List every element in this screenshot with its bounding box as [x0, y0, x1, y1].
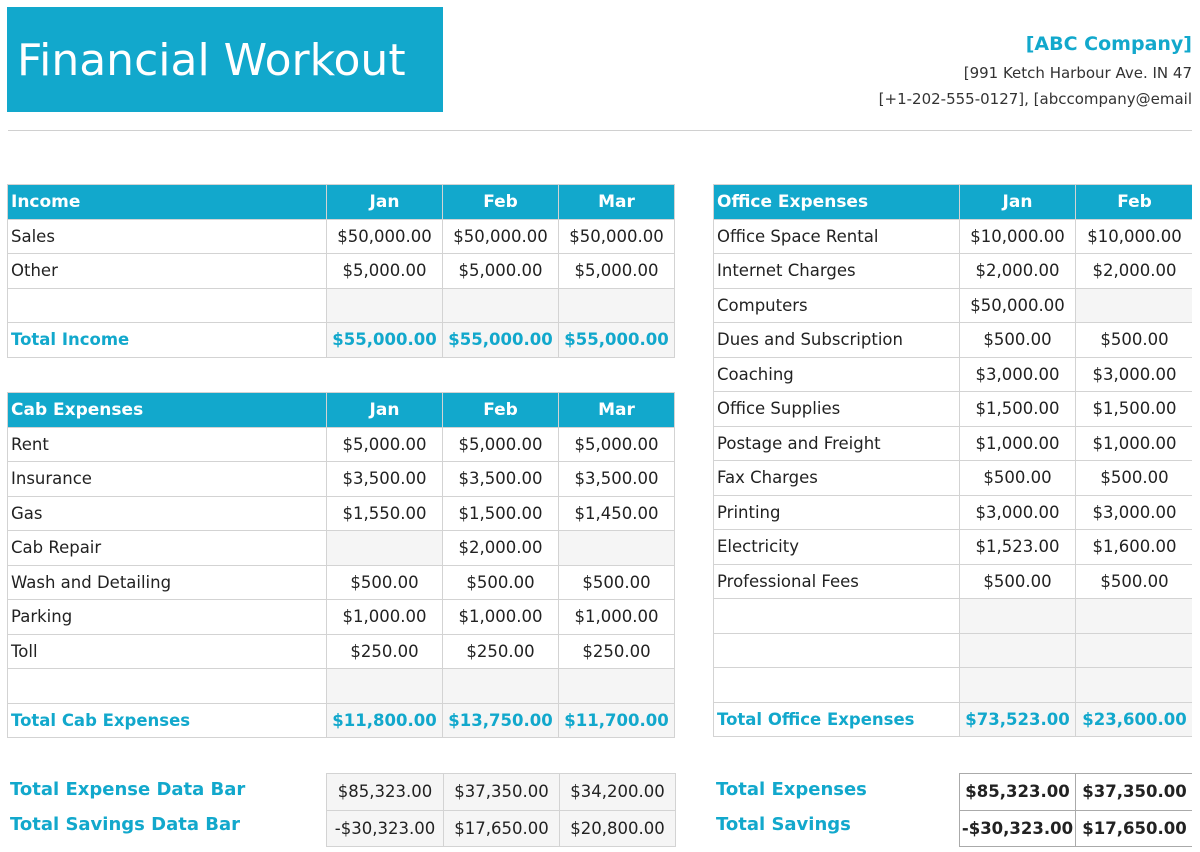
- table-row: [960, 810, 1194, 847]
- row-label[interactable]: Fax Charges: [714, 461, 960, 496]
- total-jan[interactable]: $11,800.00: [327, 703, 443, 738]
- total-label[interactable]: Total Cab Expenses: [8, 703, 327, 738]
- cell-jan[interactable]: $1,550.00: [327, 496, 443, 531]
- cell-feb[interactable]: [1076, 668, 1194, 703]
- total-savings-feb[interactable]: $17,650.00: [1076, 810, 1194, 847]
- company-contact[interactable]: [+1-202-555-0127], [abccompany@email: [878, 90, 1192, 108]
- total-expense-data-bar-label[interactable]: Total Expense Data Bar: [10, 779, 246, 800]
- cell-jan[interactable]: $500.00: [327, 565, 443, 600]
- table-row: [8, 496, 675, 531]
- table-row: [714, 633, 1194, 668]
- row-label[interactable]: [714, 668, 960, 703]
- table-row: [8, 427, 675, 462]
- cell-feb[interactable]: $3,000.00: [1076, 357, 1194, 392]
- summary-totals-table: [959, 773, 1194, 847]
- row-label[interactable]: Postage and Freight: [714, 426, 960, 461]
- cell-jan[interactable]: [327, 531, 443, 566]
- row-label[interactable]: Rent: [8, 427, 327, 462]
- cell-mar[interactable]: $250.00: [559, 634, 675, 669]
- office-total-row: [714, 702, 1194, 737]
- cell-mar[interactable]: $5,000.00: [559, 427, 675, 462]
- cell-feb[interactable]: $1,600.00: [1076, 530, 1194, 565]
- cell-jan[interactable]: $500.00: [960, 323, 1076, 358]
- cell-jan[interactable]: $3,000.00: [960, 495, 1076, 530]
- row-label[interactable]: Dues and Subscription: [714, 323, 960, 358]
- expense-feb[interactable]: $37,350.00: [444, 774, 560, 811]
- office-expenses-table: [713, 184, 1194, 737]
- row-label[interactable]: Toll: [8, 634, 327, 669]
- table-row: [714, 495, 1194, 530]
- cell-feb[interactable]: $5,000.00: [443, 254, 559, 289]
- row-label[interactable]: [714, 599, 960, 634]
- total-savings-data-bar-label[interactable]: Total Savings Data Bar: [10, 814, 240, 835]
- table-row: [714, 323, 1194, 358]
- table-row: [714, 392, 1194, 427]
- income-header-row: [8, 185, 675, 220]
- cell-jan[interactable]: [960, 599, 1076, 634]
- cell-mar[interactable]: $3,500.00: [559, 462, 675, 497]
- table-row: [8, 565, 675, 600]
- cab-expenses-table: [7, 392, 675, 738]
- table-row: [714, 254, 1194, 289]
- row-label[interactable]: Wash and Detailing: [8, 565, 327, 600]
- cell-mar[interactable]: [559, 288, 675, 323]
- summary-data-bar-table: [326, 773, 676, 847]
- savings-jan[interactable]: -$30,323.00: [327, 810, 444, 847]
- total-expenses-label[interactable]: Total Expenses: [716, 779, 867, 800]
- cell-feb[interactable]: $2,000.00: [443, 531, 559, 566]
- row-label[interactable]: Computers: [714, 288, 960, 323]
- cell-mar[interactable]: $1,000.00: [559, 600, 675, 635]
- cell-feb[interactable]: $500.00: [443, 565, 559, 600]
- cell-jan[interactable]: [327, 288, 443, 323]
- cell-jan[interactable]: $500.00: [960, 564, 1076, 599]
- cell-feb[interactable]: $500.00: [1076, 323, 1194, 358]
- total-expenses-jan[interactable]: $85,323.00: [960, 774, 1076, 811]
- cell-mar[interactable]: $1,450.00: [559, 496, 675, 531]
- office-header-feb: Feb: [1076, 185, 1194, 220]
- cell-feb[interactable]: $10,000.00: [1076, 219, 1194, 254]
- row-label[interactable]: Sales: [8, 219, 327, 254]
- savings-feb[interactable]: $17,650.00: [444, 810, 560, 847]
- cell-feb[interactable]: $50,000.00: [443, 219, 559, 254]
- office-header-jan: Jan: [960, 185, 1076, 220]
- cell-feb[interactable]: $5,000.00: [443, 427, 559, 462]
- income-header-mar: Mar: [559, 185, 675, 220]
- income-header-feb: Feb: [443, 185, 559, 220]
- office-header-label: Office Expenses: [714, 185, 960, 220]
- table-row: [714, 599, 1194, 634]
- table-row: [8, 531, 675, 566]
- company-name[interactable]: [ABC Company]: [1025, 33, 1192, 55]
- row-label[interactable]: Internet Charges: [714, 254, 960, 289]
- cell-feb[interactable]: $3,500.00: [443, 462, 559, 497]
- total-savings-jan[interactable]: -$30,323.00: [960, 810, 1076, 847]
- total-jan[interactable]: $55,000.00: [327, 323, 443, 358]
- table-row: [8, 634, 675, 669]
- cell-jan[interactable]: $1,500.00: [960, 392, 1076, 427]
- row-label[interactable]: Cab Repair: [8, 531, 327, 566]
- row-label[interactable]: [8, 669, 327, 704]
- cell-jan[interactable]: $500.00: [960, 461, 1076, 496]
- cell-feb[interactable]: [443, 669, 559, 704]
- total-label[interactable]: Total Office Expenses: [714, 702, 960, 737]
- cell-jan[interactable]: $250.00: [327, 634, 443, 669]
- cell-feb[interactable]: $500.00: [1076, 564, 1194, 599]
- cell-jan[interactable]: $1,000.00: [327, 600, 443, 635]
- table-row: [8, 288, 675, 323]
- cab-header-label: Cab Expenses: [8, 393, 327, 428]
- cell-mar[interactable]: $5,000.00: [559, 254, 675, 289]
- cab-header-mar: Mar: [559, 393, 675, 428]
- row-label[interactable]: [714, 633, 960, 668]
- income-header-jan: Jan: [327, 185, 443, 220]
- cell-jan[interactable]: $1,000.00: [960, 426, 1076, 461]
- cell-mar[interactable]: [559, 669, 675, 704]
- cell-feb[interactable]: $250.00: [443, 634, 559, 669]
- cab-header-row: [8, 393, 675, 428]
- page-title: Financial Workout: [17, 35, 406, 86]
- cell-jan[interactable]: [327, 669, 443, 704]
- row-label[interactable]: Other: [8, 254, 327, 289]
- cell-jan[interactable]: $1,523.00: [960, 530, 1076, 565]
- table-row: [714, 426, 1194, 461]
- cell-jan[interactable]: [960, 633, 1076, 668]
- cell-feb[interactable]: $500.00: [1076, 461, 1194, 496]
- table-row: [327, 774, 676, 811]
- header-divider: [8, 130, 1192, 131]
- cab-total-row: [8, 703, 675, 738]
- row-label[interactable]: Gas: [8, 496, 327, 531]
- cell-feb[interactable]: $1,500.00: [443, 496, 559, 531]
- table-row: [714, 219, 1194, 254]
- cell-jan[interactable]: $5,000.00: [327, 427, 443, 462]
- row-label[interactable]: [8, 288, 327, 323]
- cell-feb[interactable]: [1076, 599, 1194, 634]
- cell-jan[interactable]: $3,000.00: [960, 357, 1076, 392]
- row-label[interactable]: Coaching: [714, 357, 960, 392]
- cell-mar[interactable]: $50,000.00: [559, 219, 675, 254]
- total-mar[interactable]: $55,000.00: [559, 323, 675, 358]
- cell-feb[interactable]: $1,000.00: [1076, 426, 1194, 461]
- cell-feb[interactable]: $3,000.00: [1076, 495, 1194, 530]
- cell-feb[interactable]: $1,500.00: [1076, 392, 1194, 427]
- cell-jan[interactable]: $5,000.00: [327, 254, 443, 289]
- table-row: [8, 462, 675, 497]
- cab-header-jan: Jan: [327, 393, 443, 428]
- cab-header-feb: Feb: [443, 393, 559, 428]
- cell-mar[interactable]: [559, 531, 675, 566]
- table-row: [714, 668, 1194, 703]
- cell-jan[interactable]: $50,000.00: [327, 219, 443, 254]
- income-table: [7, 184, 675, 358]
- cell-feb[interactable]: $2,000.00: [1076, 254, 1194, 289]
- cell-feb[interactable]: [443, 288, 559, 323]
- row-label[interactable]: Office Supplies: [714, 392, 960, 427]
- total-feb[interactable]: $13,750.00: [443, 703, 559, 738]
- row-label[interactable]: Printing: [714, 495, 960, 530]
- table-row: [8, 219, 675, 254]
- cell-feb[interactable]: $1,000.00: [443, 600, 559, 635]
- total-feb[interactable]: $23,600.00: [1076, 702, 1194, 737]
- table-row: [327, 810, 676, 847]
- cell-feb[interactable]: [1076, 633, 1194, 668]
- table-row: [714, 357, 1194, 392]
- row-label[interactable]: Professional Fees: [714, 564, 960, 599]
- cell-jan[interactable]: $3,500.00: [327, 462, 443, 497]
- income-total-row: [8, 323, 675, 358]
- title-banner: [7, 7, 443, 112]
- row-label[interactable]: Electricity: [714, 530, 960, 565]
- savings-mar[interactable]: $20,800.00: [560, 810, 676, 847]
- right-edge-mask: [1192, 0, 1200, 852]
- office-header-row: [714, 185, 1194, 220]
- table-row: [714, 461, 1194, 496]
- cell-feb[interactable]: [1076, 288, 1194, 323]
- row-label[interactable]: Office Space Rental: [714, 219, 960, 254]
- total-mar[interactable]: $11,700.00: [559, 703, 675, 738]
- cell-jan[interactable]: $2,000.00: [960, 254, 1076, 289]
- row-label[interactable]: Parking: [8, 600, 327, 635]
- total-jan[interactable]: $73,523.00: [960, 702, 1076, 737]
- table-row: [714, 564, 1194, 599]
- table-row: [8, 669, 675, 704]
- cell-jan[interactable]: $10,000.00: [960, 219, 1076, 254]
- cell-jan[interactable]: [960, 668, 1076, 703]
- total-savings-label[interactable]: Total Savings: [716, 814, 851, 835]
- cell-jan[interactable]: $50,000.00: [960, 288, 1076, 323]
- cell-mar[interactable]: $500.00: [559, 565, 675, 600]
- table-row: [8, 600, 675, 635]
- expense-mar[interactable]: $34,200.00: [560, 774, 676, 811]
- expense-jan[interactable]: $85,323.00: [327, 774, 444, 811]
- table-row: [714, 288, 1194, 323]
- row-label[interactable]: Insurance: [8, 462, 327, 497]
- company-address[interactable]: [991 Ketch Harbour Ave. IN 47: [963, 64, 1192, 82]
- total-feb[interactable]: $55,000.00: [443, 323, 559, 358]
- total-expenses-feb[interactable]: $37,350.00: [1076, 774, 1194, 811]
- income-header-label: Income: [8, 185, 327, 220]
- table-row: [8, 254, 675, 289]
- total-label[interactable]: Total Income: [8, 323, 327, 358]
- table-row: [714, 530, 1194, 565]
- table-row: [960, 774, 1194, 811]
